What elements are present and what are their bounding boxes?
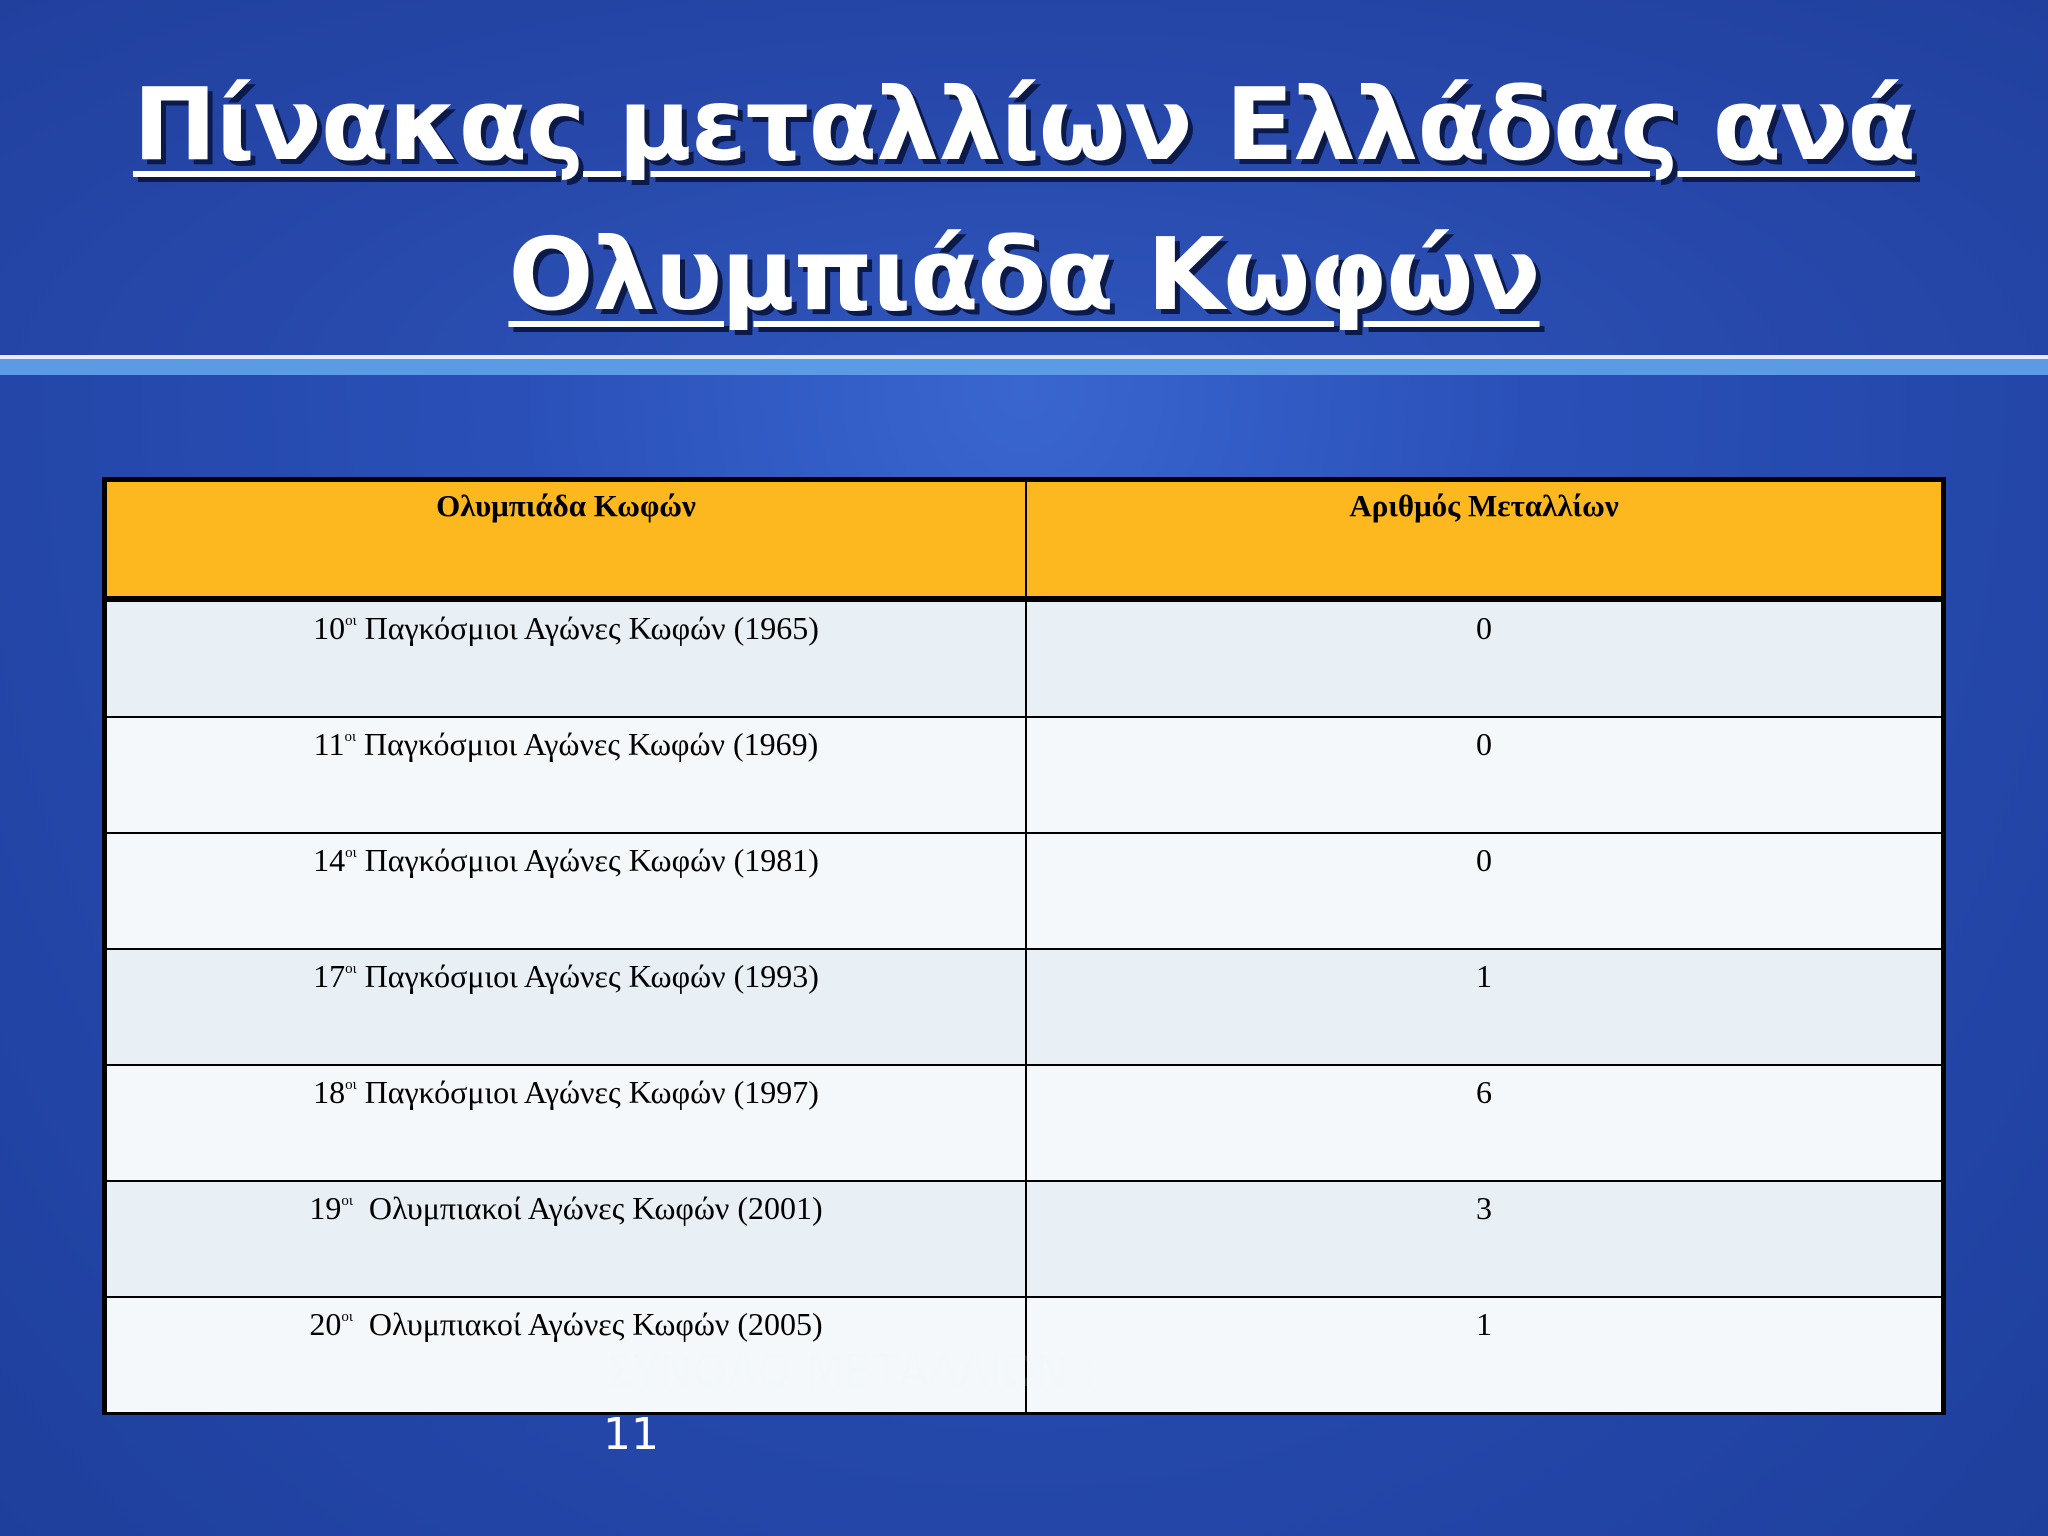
ordinal-number: 14 xyxy=(313,842,346,878)
olympiad-cell xyxy=(106,599,1026,717)
olympiad-cell xyxy=(106,717,1026,833)
medal-table xyxy=(102,477,1946,1415)
medal-count-cell: 0 xyxy=(1026,599,1942,717)
medal-count-cell: 6 xyxy=(1026,1065,1942,1181)
ordinal-suffix: οι xyxy=(344,729,357,745)
table-row xyxy=(106,599,1942,717)
event-name: Παγκόσμιοι Αγώνες Κωφών (1981) xyxy=(356,842,819,878)
medal-count-cell: 1 xyxy=(1026,1297,1942,1413)
event-name: Παγκόσμιοι Αγώνες Κωφών (1993) xyxy=(356,958,819,994)
column-header-medals: Αριθμός Μεταλλίων xyxy=(1026,481,1942,599)
ordinal-number: 19 xyxy=(309,1190,342,1226)
ordinal-number: 17 xyxy=(313,958,346,994)
event-name: Παγκόσμιοι Αγώνες Κωφών (1965) xyxy=(356,610,819,646)
header-divider xyxy=(0,359,2048,375)
ordinal-suffix: οι xyxy=(345,845,357,861)
total-medals-value: 11 xyxy=(603,1409,659,1460)
table-row xyxy=(106,717,1942,833)
ordinal-number: 10 xyxy=(313,610,346,646)
ordinal-suffix: οι xyxy=(345,1077,357,1093)
event-name: Παγκόσμιοι Αγώνες Κωφών (1969) xyxy=(356,726,819,762)
ordinal-suffix: οι xyxy=(341,1193,353,1209)
table-row xyxy=(106,1065,1942,1181)
medal-count-cell: 1 xyxy=(1026,949,1942,1065)
slide-title-line-2: Ολυμπιάδα Κωφών xyxy=(508,216,1540,333)
ordinal-suffix: οι xyxy=(345,613,357,629)
ordinal-suffix: οι xyxy=(345,961,357,977)
table-row xyxy=(106,833,1942,949)
event-name: Παγκόσμιοι Αγώνες Κωφών (1997) xyxy=(356,1074,819,1110)
olympiad-cell xyxy=(106,1181,1026,1297)
column-header-olympiad: Ολυμπιάδα Κωφών xyxy=(106,481,1026,599)
ordinal-suffix: οι xyxy=(341,1309,353,1325)
olympiad-cell xyxy=(106,949,1026,1065)
ordinal-number: 20 xyxy=(309,1306,342,1342)
slide-title xyxy=(0,50,2048,350)
event-name: Ολυμπιακοί Αγώνες Κωφών (2001) xyxy=(352,1190,823,1226)
medal-count-cell: 0 xyxy=(1026,833,1942,949)
table-row xyxy=(106,1181,1942,1297)
table-header-row xyxy=(106,481,1942,599)
total-medals-label: ΣΥΝΟΛΟ ΜΕΤΑΛΛΙΩΝ : xyxy=(605,1346,1098,1397)
slide-title-line-1: Πίνακας μεταλλίων Ελλάδας ανά xyxy=(132,66,1916,183)
medal-count-cell: 0 xyxy=(1026,717,1942,833)
olympiad-cell xyxy=(106,1065,1026,1181)
event-name: Ολυμπιακοί Αγώνες Κωφών (2005) xyxy=(352,1306,823,1342)
table-row xyxy=(106,949,1942,1065)
olympiad-cell xyxy=(106,833,1026,949)
ordinal-number: 11 xyxy=(313,726,345,762)
medal-count-cell: 3 xyxy=(1026,1181,1942,1297)
ordinal-number: 18 xyxy=(313,1074,346,1110)
